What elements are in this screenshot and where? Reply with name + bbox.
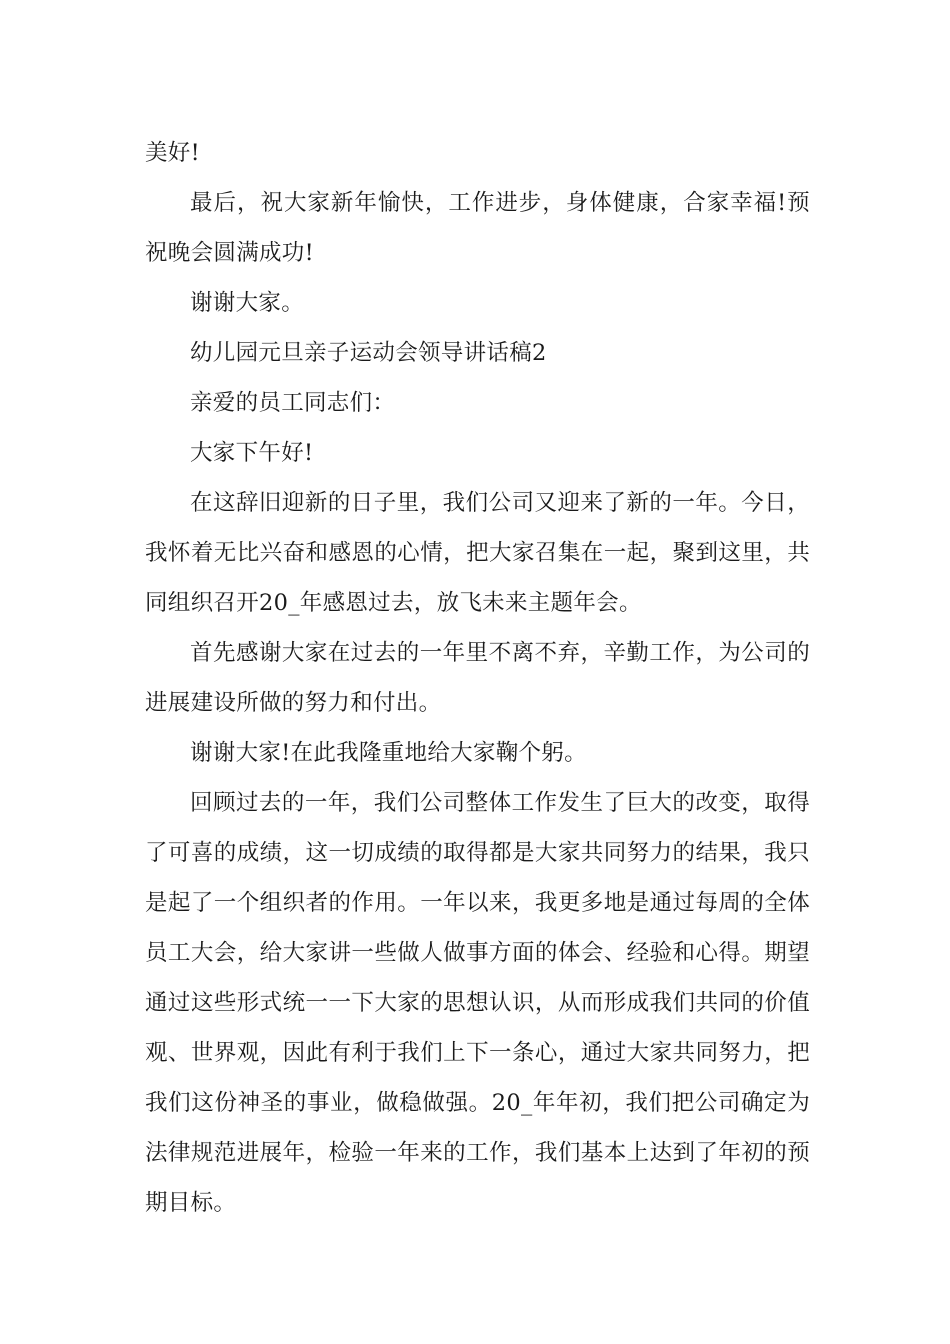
paragraph: 回顾过去的一年，我们公司整体工作发生了巨大的改变，取得了可喜的成绩，这一切成绩的取得都是大家共同努力的结果，我只是起了一个组织者的作用。一年以来，我更多地是通过每周的全体员工大会，给大家讲一些做人做事方面的体会、经验和心得。期望通过这些形式统一一下大家的思想认识，从而形成我们共同的价值观、世界观，因此有利于我们上下一条心，通过大家共同努力，把我们这份神圣的事业，做稳做强。20_年年初，我们把公司确定为法律规范进展年，检验一年来的工作，我们基本上达到了年初的预期目标。: [145, 790, 810, 1216]
paragraph: 在这辞旧迎新的日子里，我们公司又迎来了新的一年。今日，我怀着无比兴奋和感恩的心情，把大家召集在一起，聚到这里，共同组织召开20_年感恩过去，放飞未来主题年会。: [145, 490, 810, 616]
paragraph: 谢谢大家!在此我隆重地给大家鞠个躬。: [190, 740, 587, 766]
paragraph: 最后，祝大家新年愉快，工作进步，身体健康，合家幸福!预祝晚会圆满成功!: [145, 190, 810, 266]
paragraph: 谢谢大家。: [190, 290, 305, 316]
salutation: 亲爱的员工同志们：: [190, 390, 396, 416]
section-heading: 幼儿园元旦亲子运动会领导讲话稿2: [190, 340, 547, 366]
greeting: 大家下午好!: [190, 440, 314, 466]
paragraph: 美好!: [145, 140, 200, 166]
document-body: [145, 128, 810, 1228]
paragraph: 首先感谢大家在过去的一年里不离不弃，辛勤工作，为公司的进展建设所做的努力和付出。: [145, 640, 810, 716]
